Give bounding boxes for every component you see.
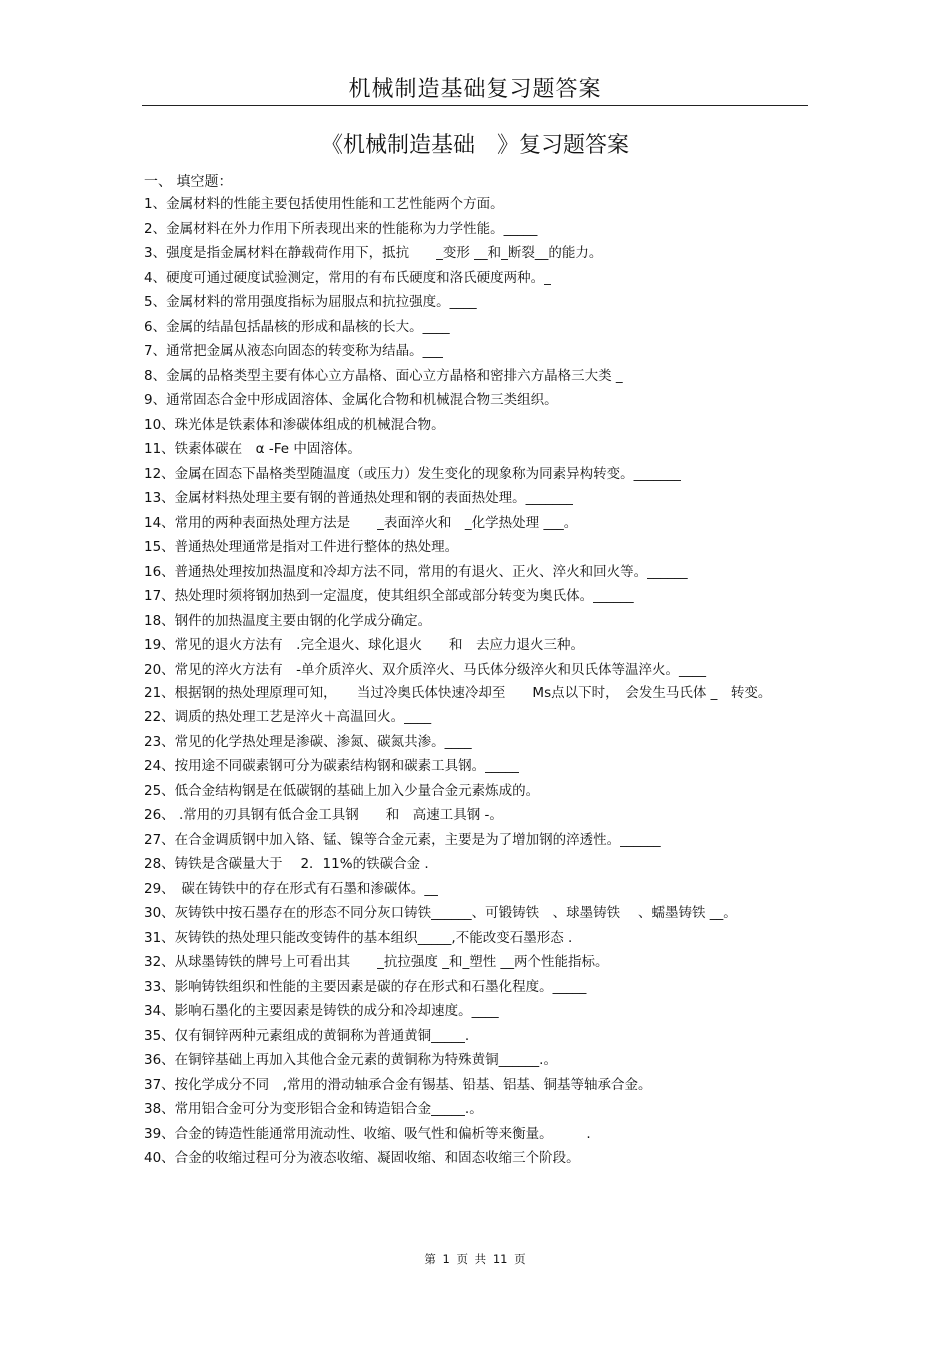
question-item: 5、金属材料的常用强度指标为屈服点和抗拉强度。____	[144, 294, 477, 310]
question-item: 24、按用途不同碳素钢可分为碳素结构钢和碳素工具钢。_____	[144, 758, 519, 774]
question-item: 15、普通热处理通常是指对工件进行整体的热处理。	[144, 539, 459, 555]
question-item: 26、 .常用的刃具钢有低合金工具钢 和 高速工具钢 -。	[144, 807, 503, 823]
document-title: 《机械制造基础 》复习题答案	[320, 133, 629, 158]
question-item: 3、强度是指金属材料在静载荷作用下，抵抗 _变形 __和_断裂__的能力。	[144, 245, 603, 261]
question-item: 28、铸铁是含碳量大于 2．11%的铁碳合金 .	[144, 856, 429, 872]
question-item: 12、金属在固态下晶格类型随温度（或压力）发生变化的现象称为同素异构转变。_______	[144, 465, 681, 482]
question-item: 22、调质的热处理工艺是淬火＋高温回火。____	[144, 709, 432, 725]
question-list	[144, 192, 814, 1171]
question-item: 18、钢件的加热温度主要由钢的化学成分确定。	[144, 612, 432, 629]
page-footer: 第 1 页 共 11 页	[424, 1252, 526, 1266]
question-item: 38、常用铝合金可分为变形铝合金和铸造铝合金_____.。	[144, 1101, 483, 1117]
question-item: 21、根据钢的热处理原理可知， 当过冷奥氏体快速冷却至 Ms点以下时， 会发生马氏体 _ 转变。	[144, 685, 772, 701]
question-item: 16、普通热处理按加热温度和冷却方法不同，常用的有退火、正火、淬火和回火等。______	[144, 563, 688, 580]
section-heading: 一、 填空题：	[144, 174, 233, 190]
question-item: 17、热处理时须将钢加热到一定温度，使其组织全部或部分转变为奥氏体。______	[144, 588, 634, 604]
question-item: 19、常见的退火方法有 .完全退火、球化退火 和 去应力退火三种。	[144, 637, 584, 653]
running-header-title: 机械制造基础复习题答案	[348, 77, 602, 102]
question-item: 34、影响石墨化的主要因素是铸铁的成分和冷却速度。____	[144, 1003, 499, 1019]
question-item: 39、合金的铸造性能通常用流动性、收缩、吸气性和偏析等来衡量。 .	[144, 1125, 591, 1142]
question-item: 9、通常固态合金中形成固溶体、金属化合物和机械混合物三类组织。	[144, 392, 558, 408]
question-item: 13、金属材料热处理主要有钢的普通热处理和钢的表面热处理。_______	[144, 490, 573, 506]
question-item: 40、合金的收缩过程可分为液态收缩、凝固收缩、和固态收缩三个阶段。	[144, 1150, 580, 1166]
question-item: 27、在合金调质钢中加入铬、锰、镍等合金元素，主要是为了增加钢的淬透性。______	[144, 831, 661, 848]
question-item: 36、在铜锌基础上再加入其他合金元素的黄铜称为特殊黄铜______.。	[144, 1052, 557, 1068]
question-item: 37、按化学成分不同 ,常用的滑动轴承合金有锡基、铅基、铝基、铜基等轴承合金。	[144, 1076, 652, 1093]
question-item: 29、 碳在铸铁中的存在形式有石墨和渗碳体。__	[144, 880, 438, 897]
question-item: 25、低合金结构钢是在低碳钢的基础上加入少量合金元素炼成的。	[144, 782, 540, 799]
question-item: 4、硬度可通过硬度试验测定，常用的有布氏硬度和洛氏硬度两种。_	[144, 269, 551, 286]
question-item: 31、灰铸铁的热处理只能改变铸件的基本组织_____,不能改变石墨形态 .	[144, 929, 573, 946]
question-item: 8、金属的品格类型主要有体心立方晶格、面心立方晶格和密排六方晶格三大类 _	[144, 367, 623, 384]
question-item: 1、金属材料的性能主要包括使用性能和工艺性能两个方面。	[144, 196, 504, 212]
question-item: 33、影响铸铁组织和性能的主要因素是碳的存在形式和石墨化程度。_____	[144, 978, 587, 995]
question-item: 32、从球墨铸铁的牌号上可看出其 _抗拉强度 _和_塑性 __两个性能指标。	[144, 954, 609, 970]
question-item: 10、珠光体是铁素体和渗碳体组成的机械混合物。	[144, 416, 445, 433]
question-item: 14、常用的两种表面热处理方法是 _表面淬火和 _化学热处理 ___。	[144, 514, 578, 531]
question-item: 11、铁素体碳在 α -Fe 中固溶体。	[144, 441, 361, 457]
question-item: 23、常见的化学热处理是渗碳、渗氮、碳氮共渗。____	[144, 733, 472, 750]
question-item: 30、灰铸铁中按石墨存在的形态不同分灰口铸铁______、可锻铸铁 、球墨铸铁 、蠕墨铸铁 __。	[144, 905, 737, 921]
question-item: 20、常见的淬火方法有 -单介质淬火、双介质淬火、马氏体分级淬火和贝氏体等温淬火。____	[144, 661, 707, 678]
question-item: 35、仅有铜锌两种元素组成的黄铜称为普通黄铜_____.	[144, 1027, 470, 1044]
question-item: 2、金属材料在外力作用下所表现出来的性能称为力学性能。_____	[144, 220, 538, 237]
question-item: 7、通常把金属从液态向固态的转变称为结晶。___	[144, 343, 443, 359]
question-item: 6、金属的结晶包括晶核的形成和晶核的长大。____	[144, 318, 450, 335]
header-divider	[142, 105, 808, 106]
